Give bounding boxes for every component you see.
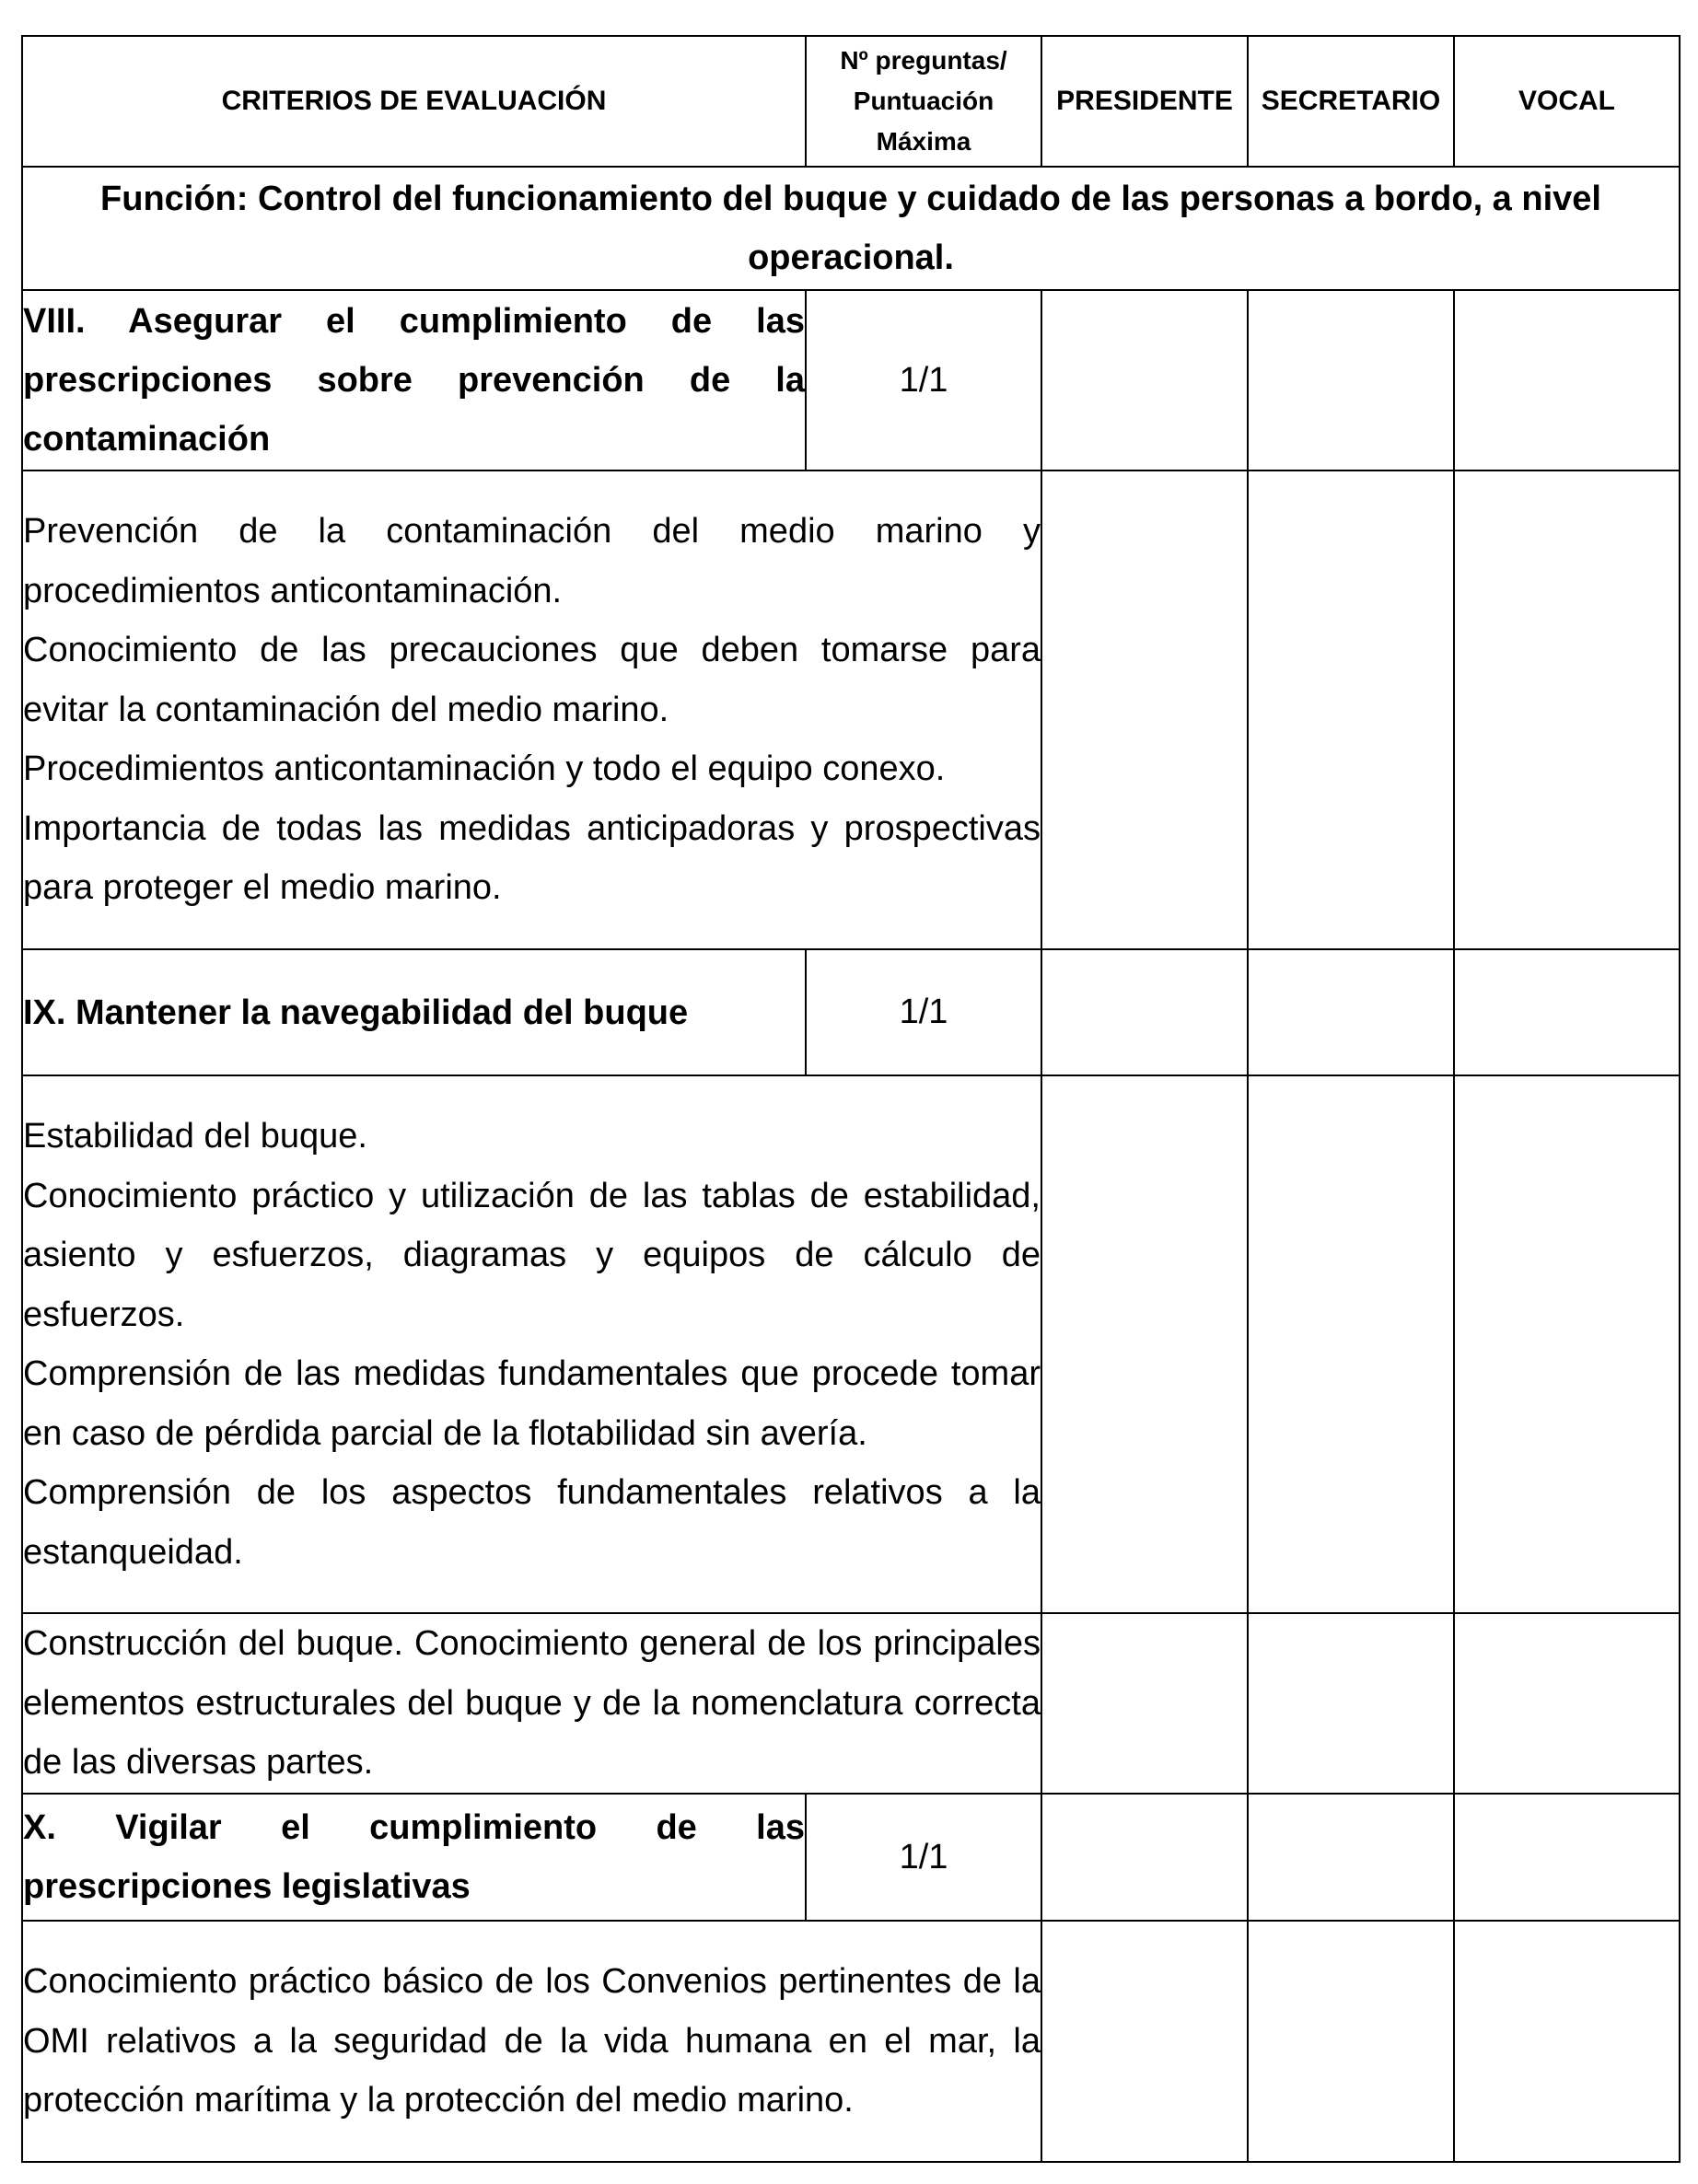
description-row [22,470,1680,949]
description-paragraph: Comprensión de las medidas fundamentales que procede tomar en caso de pérdida parcial de la flotabilidad sin avería. [23,1354,1041,1453]
section-row [22,949,1680,1075]
vocal-header: VOCAL [1454,36,1680,167]
vocal-cell [1454,1794,1680,1921]
vocal-cell [1454,1075,1680,1613]
vocal-cell [1454,470,1680,949]
section-title [22,290,806,470]
president-cell [1041,470,1248,949]
description-paragraph: Conocimiento de las precauciones que deben tomarse para evitar la contaminación del medio marino. [23,631,1041,729]
description-row [22,1075,1680,1613]
secretary-cell [1248,1921,1454,2162]
secretary-cell [1248,290,1454,470]
president-cell [1041,1613,1248,1794]
secretary-header: SECRETARIO [1248,36,1454,167]
section-row [22,290,1680,470]
description-paragraph: Construcción del buque. Conocimiento general de los principales elementos estructurales del buque y de la nomenclatura correcta de las diversas partes. [23,1624,1041,1783]
description-paragraph: Importancia de todas las medidas anticipadoras y prospectivas para proteger el medio marino. [23,808,1041,908]
questions-header-line1: Nº preguntas/ [840,46,1007,75]
vocal-cell [1454,949,1680,1075]
section-description [22,1075,1041,1613]
description-paragraph: Comprensión de los aspectos fundamentales relativos a la estanqueidad. [23,1473,1041,1572]
questions-header-line2: Puntuación [853,87,994,115]
section-description [22,1921,1041,2162]
vocal-cell [1454,290,1680,470]
president-cell [1041,949,1248,1075]
section-description [22,1613,1041,1794]
section-row [22,1794,1680,1921]
description-row [22,1613,1680,1794]
vocal-cell [1454,1921,1680,2162]
section-score: 1/1 [806,949,1041,1075]
president-cell [1041,1921,1248,2162]
section-description [22,470,1041,949]
president-cell [1041,1794,1248,1921]
description-paragraph: Conocimiento práctico y utilización de las tablas de estabilidad, asiento y esfuerzos, diagramas y equipos de cálculo de esfuerzos. [23,1176,1041,1334]
president-header: PRESIDENTE [1041,36,1248,167]
criteria-header: CRITERIOS DE EVALUACIÓN [22,36,806,167]
questions-header [806,36,1041,167]
section-title-text: X. Vigilar el cumplimiento de las prescripciones legislativas [23,1808,805,1906]
evaluation-table [21,35,1681,2163]
president-cell [1041,290,1248,470]
function-title: Función: Control del funcionamiento del buque y cuidado de las personas a bordo, a nivel operacional. [22,167,1680,290]
section-title [22,1794,806,1921]
secretary-cell [1248,1794,1454,1921]
description-paragraph: Procedimientos anticontaminación y todo el equipo conexo. [23,749,946,789]
description-paragraph: Estabilidad del buque. [23,1117,367,1156]
description-row [22,1921,1680,2162]
description-paragraph: Prevención de la contaminación del medio marino y procedimientos anticontaminación. [23,512,1041,610]
section-title [22,949,806,1075]
secretary-cell [1248,949,1454,1075]
header-row [22,36,1680,167]
questions-header-line3: Máxima [876,127,971,156]
secretary-cell [1248,470,1454,949]
section-score: 1/1 [806,290,1041,470]
president-cell [1041,1075,1248,1613]
description-paragraph: Conocimiento práctico básico de los Convenios pertinentes de la OMI relativos a la seguridad de la vida humana en el mar, la protección marítima y la protección del medio marino. [23,1962,1041,2120]
secretary-cell [1248,1075,1454,1613]
section-title-text: IX. Mantener la navegabilidad del buque [23,993,689,1032]
section-score: 1/1 [806,1794,1041,1921]
vocal-cell [1454,1613,1680,1794]
function-row [22,167,1680,290]
secretary-cell [1248,1613,1454,1794]
section-title-text: VIII. Asegurar el cumplimiento de las prescripciones sobre prevención de la contaminación [23,302,805,459]
